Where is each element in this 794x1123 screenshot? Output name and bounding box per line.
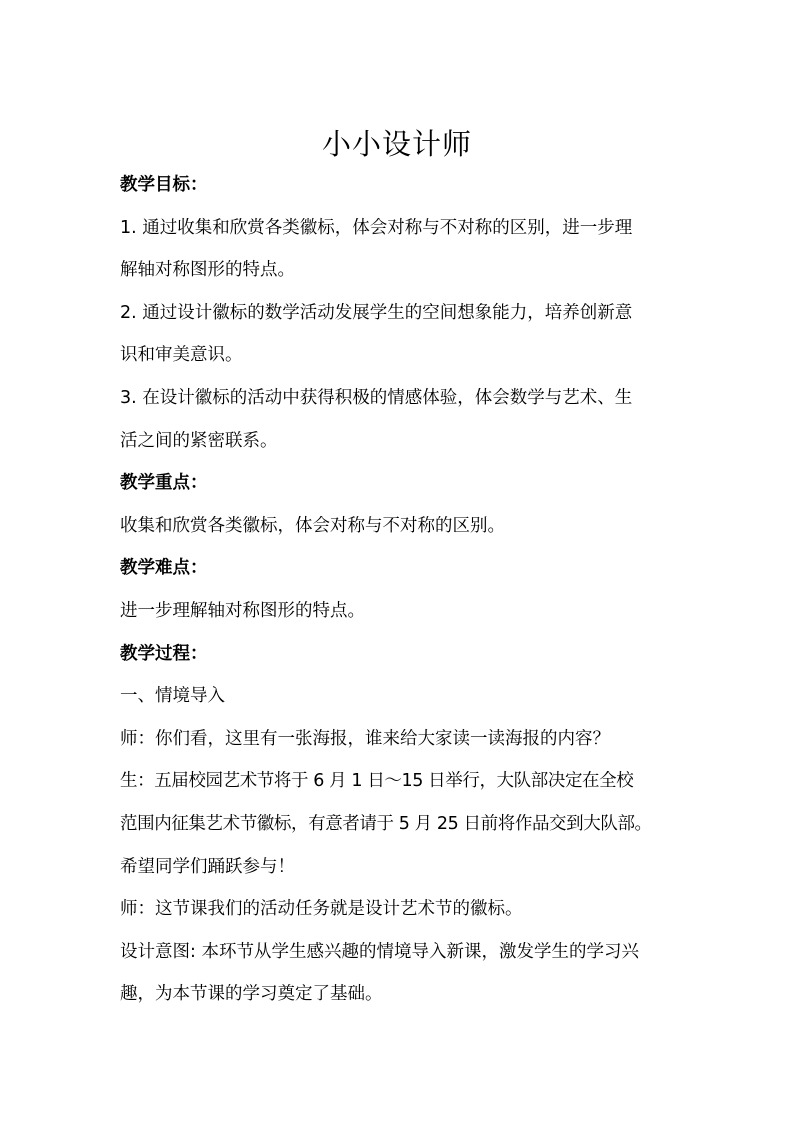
section-heading-process: 教学过程：	[120, 643, 208, 664]
student-line-3: 希望同学们踊跃参与！	[120, 856, 295, 877]
section-heading-objectives: 教学目标：	[120, 175, 208, 195]
objective-1-line-1: 1. 通过收集和欣赏各类徽标，体会对称与不对称的区别，进一步理	[120, 217, 633, 238]
objective-1-line-2: 解轴对称图形的特点。	[120, 260, 295, 281]
student-line-1: 生：五届校园艺术节将于 6 月 1 日～15 日举行，大队部决定在全校	[120, 771, 634, 792]
objective-2-line-1: 2. 通过设计徽标的数学活动发展学生的空间想象能力，培养创新意	[120, 302, 633, 323]
document-body	[120, 164, 680, 1016]
objective-2-line-2: 识和审美意识。	[120, 345, 243, 366]
teacher-line-2: 师：这节课我们的活动任务就是设计艺术节的徽标。	[120, 899, 523, 920]
design-intent-line-1: 设计意图: 本环节从学生感兴趣的情境导入新课，激发学生的学习兴	[120, 941, 639, 962]
teacher-line-1: 师：你们看，这里有一张海报，谁来给大家读一读海报的内容？	[120, 728, 610, 749]
process-step-title: 一、情境导入	[120, 686, 225, 707]
design-intent-line-2: 趣，为本节课的学习奠定了基础。	[120, 984, 383, 1005]
section-heading-difficulties: 教学难点：	[120, 558, 208, 579]
difficulties-text: 进一步理解轴对称图形的特点。	[120, 600, 365, 621]
page-title: 小小设计师	[321, 127, 472, 161]
key-points-text: 收集和欣赏各类徽标，体会对称与不对称的区别。	[120, 515, 505, 536]
objective-3-line-2: 活之间的紧密联系。	[120, 430, 278, 451]
objective-3-line-1: 3. 在设计徽标的活动中获得积极的情感体验，体会数学与艺术、生	[120, 387, 633, 408]
student-line-2: 范围内征集艺术节徽标，有意者请于 5 月 25 日前将作品交到大队部。	[120, 813, 652, 834]
section-heading-key-points: 教学重点：	[120, 473, 208, 494]
